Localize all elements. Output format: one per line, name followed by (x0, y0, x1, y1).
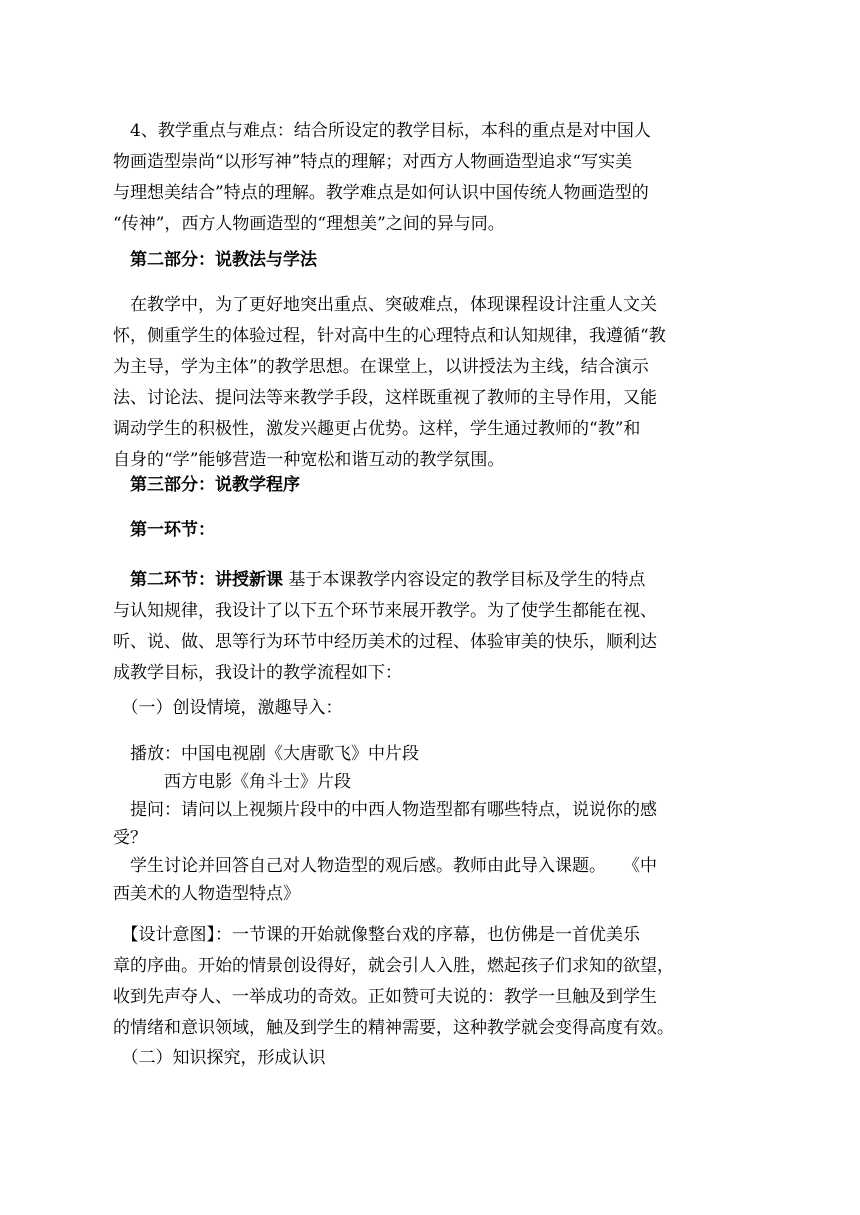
text-line: 法、讨论法、提问法等来教学手段，这样既重视了教师的主导作用，又能 (113, 388, 657, 408)
paragraph-step-two (113, 565, 748, 689)
text-line: 怀，侧重学生的体验过程，针对高中生的心理特点和认知规律，我遵循“教 (113, 326, 666, 346)
paragraph-methods (113, 290, 748, 476)
paragraph-design-intent (113, 920, 748, 1044)
subheading-text: （二）知识探究，形成认识 (113, 1048, 326, 1068)
text-line: 与理想美结合”特点的理解。教学难点是如何认识中国传统人物画造型的 (113, 183, 649, 203)
heading-step-one (113, 515, 748, 546)
heading-text: 第二部分：说教法与学法 (113, 250, 317, 270)
inline-heading: 第二环节：讲授新课 (113, 570, 283, 590)
text-line: 4、教学重点与难点：结合所设定的教学目标，本科的重点是对中国人 (113, 121, 651, 141)
text-line: 西方电影《角斗士》片段 (113, 772, 351, 792)
text-line: 调动学生的积极性，激发兴趣更占优势。这样，学生通过教师的“教”和 (113, 419, 641, 439)
subheading-one (113, 693, 748, 724)
text-line: “传神”，西方人物画造型的“理想美”之间的异与同。 (113, 214, 505, 234)
text-line: 听、说、做、思等行为环节中经历美术的过程、体验审美的快乐，顺利达 (113, 632, 657, 652)
text-line: 的情绪和意识领域，触及到学生的精神需要，这种教学就会变得高度有效。 (113, 1018, 674, 1038)
subheading-two (113, 1043, 748, 1074)
subheading-text: （一）创设情境，激趣导入： (113, 698, 343, 718)
text-line: 章的序曲。开始的情景创设得好，就会引人入胜，燃起孩子们求知的欲望， (113, 956, 674, 976)
text-line: 播放：中国电视剧《大唐歌飞》中片段 (113, 744, 419, 764)
inline-text: 基于本课教学内容设定的教学目标及学生的特点 (283, 570, 646, 590)
text-line: 为主导，学为主体”的教学思想。在课堂上，以讲授法为主线，结合演示 (113, 357, 649, 377)
paragraph-playback (113, 740, 748, 908)
heading-text: 第三部分：说教学程序 (113, 475, 300, 495)
text-line: 与认知规律，我设计了以下五个环节来展开教学。为了使学生都能在视、 (113, 601, 657, 621)
heading-text: 第一环节： (113, 520, 215, 540)
text-line: 学生讨论并回答自己对人物造型的观后感。教师由此导入课题。 《中 (113, 856, 657, 876)
text-line: 西美术的人物造型特点》 (113, 884, 300, 904)
text-line: 受？ (113, 828, 147, 848)
paragraph-key-points (113, 116, 748, 240)
text-line: 物画造型崇尚“以形写神”特点的理解；对西方人物画造型追求“写实美 (113, 152, 633, 172)
text-line: 在教学中，为了更好地突出重点、突破难点，体现课程设计注重人文关 (113, 295, 657, 315)
text-line: 自身的“学”能够营造一种宽松和谐互动的教学氛围。 (113, 450, 505, 470)
text-line: 成教学目标，我设计的教学流程如下： (113, 663, 402, 683)
text-line: 【设计意图】：一节课的开始就像整台戏的序幕，也仿佛是一首优美乐 (113, 925, 640, 945)
text-line: 提问：请问以上视频片段中的中西人物造型都有哪些特点，说说你的感 (113, 800, 657, 820)
heading-part-two (113, 245, 748, 276)
text-line (113, 565, 748, 596)
text-line: 收到先声夺人、一举成功的奇效。正如赞可夫说的：教学一旦触及到学生 (113, 987, 657, 1007)
heading-part-three (113, 470, 748, 501)
